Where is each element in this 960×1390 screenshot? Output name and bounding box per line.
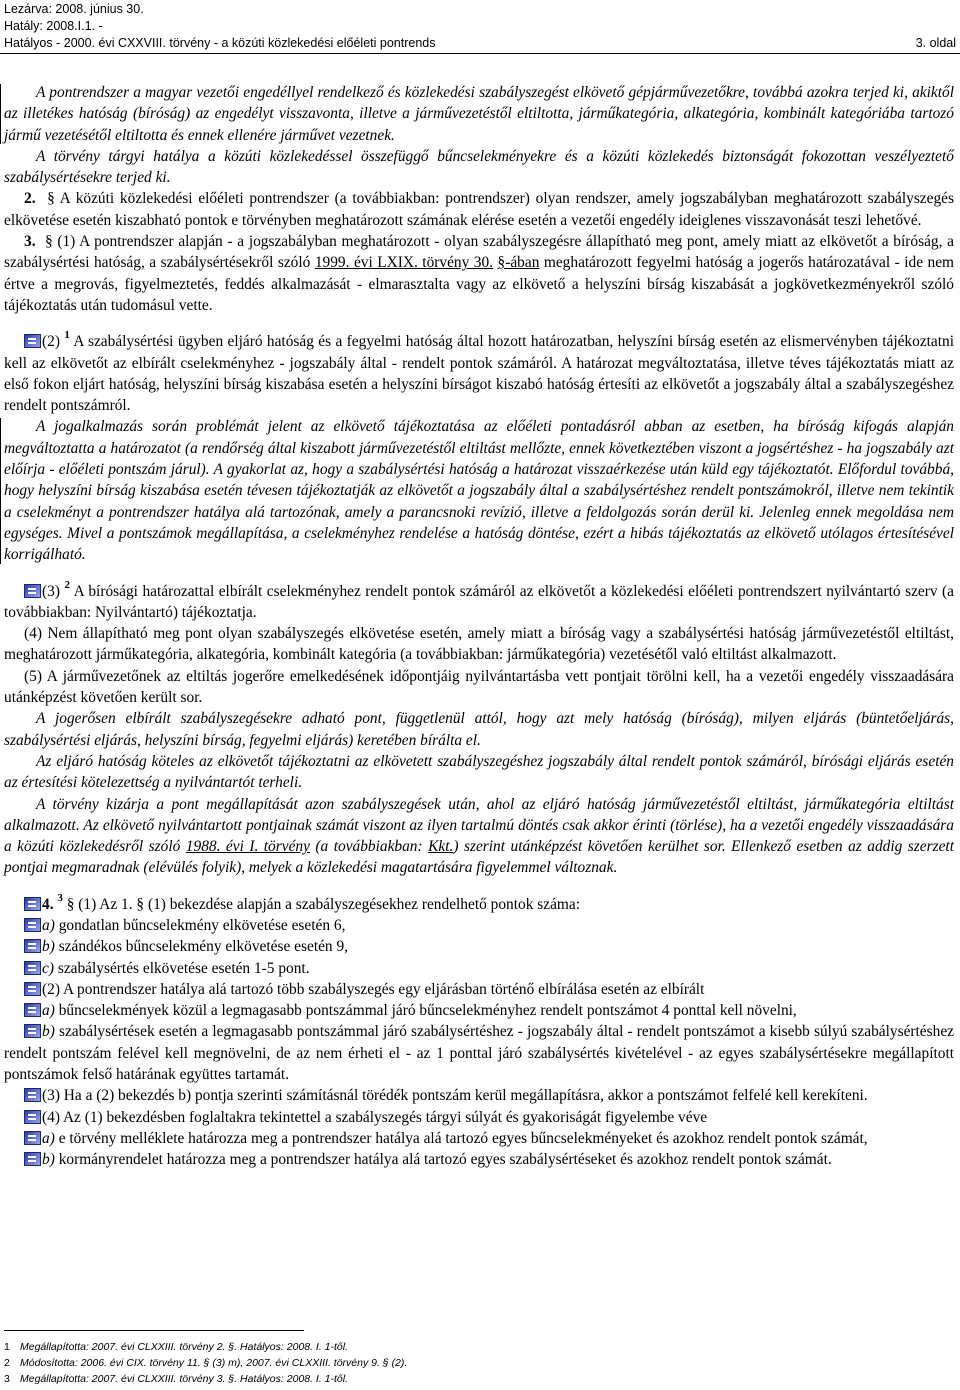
amendment-icon[interactable] [24,1131,41,1145]
amendment-icon[interactable] [24,961,41,975]
section-text: meghatározott fegyelmi hatóság a jogerős határozatával - ide nem értve a megrovás, figyelmeztetés, feddés alkalmazását - elmarasztalta vagy az elkövető a helyszíni bírság kiszabását a jogkövetkezményekről szóló tájékoztatás után tudomásul vette. [4,254,954,314]
commentary-note: A jogalkalmazás során problémát jelent az elkövető tájékoztatása az előéleti pontadásról abban az esetben, ha bíróság kifogás alapján megváltoztatta a határozatot (a rendőrség által kiszabott járművezetéstől eltiltást mellőzte, ennek következtében viszont a jogsértéshez - ha jogszabály azt előírja - előéleti pontszám járul). A gyakorlat az, hogy a szabálysértési hatóság a határozat visszaérkezése után küld egy tájékoztatót. Előfordul továbbá, hogy helyszíni bírság kiszabása esetén tévesen tájékoztatják az elkövetőt a jogszabály által a szabálysértéshez rendelt pontszámokról, illetve nem tekintik a cselekményt a pontrendszer hatálya alá tartozónak, amely a parancsnoki revízió, illetve a feldolgozás során derül ki. Jelenleg ennek megoldása nem egységes. Mivel a pontszámok megállapítása, a cselekményhez rendelése a hatóság döntése, ezért a hibás tájékoztatás az elkövető utólagos értesítésével korrigálható. [4,416,954,565]
header-closed-date: Lezárva: 2008. június 30. [4,2,144,16]
amendment-icon[interactable] [24,897,41,911]
commentary-note: Az eljáró hatóság köteles az elkövetőt tájékoztatni az elkövetett szabályszegéshez jogszabály által rendelt pontok számáról, bírósági eljárás esetén az értesítési kötelezettség a nyilvántartót terheli. [4,752,954,792]
law-link[interactable]: 1999. évi LXIX. törvény 30. [314,254,494,272]
paragraph-4-3: (3) Ha a (2) bekezdés b) pontja szerinti számításnál törédék pontszám kerül megállapításra, akkor a pontszámot felfelé kell kerekíteni. [4,1085,954,1106]
list-item-b: b) kormányrendelet határozza meg a pontrendszer hatálya alá tartozó egyes szabálysértéseket és azokhoz rendelt pontok számát. [4,1149,954,1170]
paragraph-label: (2) [42,333,60,351]
paragraph-5: (5) A járművezetőnek az eltiltás jogerőre emelkedésének időpontjáig nyilvántartásba vett pontjait törölni kell, ha a vezetői engedély visszaadására utánképzést követően került sor. [4,667,954,707]
section-4: 4. $^3$ § (1) Az 1. § (1) bekezdése alapján a szabályszegésekhez rendelhető pontok száma: [4,888,954,915]
header-divider [0,53,960,54]
paragraph-3 [4,575,954,624]
document-body [4,82,954,1171]
section-text: (1) A pontrendszer alapján - a jogszabályban meghatározott - olyan szabályszegésre állapítható meg pont, amely miatt az elkövetőt a bíróság, a szabálysértési hatóság, a szabálysértésekről szóló [4,233,954,272]
amendment-icon[interactable] [24,918,41,932]
paragraph-4-4: (4) Az (1) bekezdésben foglaltakra tekintettel a szabályszegés tárgyi súlyát és gyakoriságát figyelembe véve [4,1107,954,1128]
section-number: 4. [42,895,54,913]
law-link[interactable]: Kkt. [428,838,454,856]
paragraph-text: A bírósági határozattal elbírált cselekményhez rendelt pontok számáról az elkövetőt a közlekedési előéleti pontrendszert nyilvántartó szerv (a továbbiakban: Nyilvántartó) tájékoztatja. [4,582,955,621]
footnote-ref[interactable]: 1 [64,329,70,342]
section-number: 3. [24,233,36,251]
section-text: (1) Az 1. § (1) bekezdése alapján a szabályszegésekhez rendelhető pontok száma: [78,895,580,913]
paragraph-4-2: (2) A pontrendszer hatálya alá tartozó több szabályszegés egy eljárásban történő elbírálása esetén az elbírált [4,979,954,1000]
section-text: A közúti közlekedési előéleti pontrendszer (a továbbiakban: pontrendszer) olyan rendszer, amely jogszabályban meghatározott szabályszegés elkövetése esetén kiszabható pontok e törvényben meghatározott számának elérése esetén a vezetői engedély ideiglenes visszavonását teszi lehetővé. [4,190,954,229]
amendment-icon[interactable] [24,334,41,348]
amendment-icon[interactable] [24,939,41,953]
list-item-c: c) szabálysértés elkövetése esetén 1-5 pont. [4,958,954,979]
commentary-note: A pontrendszer a magyar vezetői engedéllyel rendelkező és közlekedési szabályszegést elkövető gépjárművezetőkre, továbbá azokra terjed ki, akiktől az illetékes hatóság (bíróság) az engedélyt visszavonta, illetve a járművezetéstől eltiltotta, járműkategória, alkategória, kombinált kategóriába tartozó jármű vezetésétől eltiltotta és ennek ellenére járművet vezetnek. [4,82,954,146]
amendment-icon[interactable] [24,1152,41,1166]
footnote-ref[interactable]: 3 [57,891,63,904]
header-title: Hatályos - 2000. évi CXXVIII. törvény - a közúti közlekedési előéleti pontrends [4,36,436,50]
amendment-icon[interactable] [24,1024,41,1038]
list-item-a: a) bűncselekmények közül a legmagasabb pontszámmal járó bűncselekményhez rendelt pontszámot 4 ponttal kell növelni, [4,1000,954,1021]
amendment-icon[interactable] [24,982,41,996]
list-item-a: a) e törvény melléklete határozza meg a pontrendszer hatálya alá tartozó egyes bűncselekményeket és azokhoz rendelt pontok számát, [4,1128,954,1149]
footnote: 2 Módosította: 2006. évi CIX. törvény 11. § (3) m), 2007. évi CLXXIII. törvény 9. § (2). [4,1357,408,1369]
footnote-ref[interactable]: 2 [64,578,70,591]
list-item-b: b) szándékos bűncselekmény elkövetése esetén 9, [4,936,954,957]
paragraph-text: A szabálysértési ügyben eljáró hatóság és a fegyelmi hatóság által hozott határozatban, helyszíni bírság esetén az elismervényben tájékoztatni kell az elkövetőt az elbírált cselekményhez - jogszabály által - rendelt pontok számáról. A határozat megváltoztatása, illetve téves tájékoztatás miatt az első fokon eljárt hatóság, helyszíni bírság kiszabása esetén a helyszíni bírságot kiszabó hatóság értesíti az elkövetőt a jogszabály által a szabályszegéshez rendelt pontszámról. [4,333,955,415]
amendment-icon[interactable] [24,1003,41,1017]
list-item-b: b) szabálysértések esetén a legmagasabb pontszámmal járó szabálysértéshez - jogszabály által - rendelt pontszámot a kisebb súlyú szabálysértéshez rendelt pontszám felével kell megnövelni, de az nem érheti el - az 1 ponttal járó szabálysértés kivételével - az egyes szabálysértésekre megállapított pontszámok felső határának együttes tartamát. [4,1023,954,1084]
footnote: 1 Megállapította: 2007. évi CLXXIII. törvény 2. §. Hatályos: 2008. I. 1-től. [4,1341,349,1353]
header-effective: Hatály: 2008.I.1. - [4,19,103,33]
footnote: 3 Megállapította: 2007. évi CLXXIII. törvény 3. §. Hatályos: 2008. I. 1-től. [4,1373,349,1385]
amendment-icon[interactable] [24,584,41,598]
page-number: 3. oldal [915,36,956,50]
law-link[interactable]: 1988. évi I. törvény [185,838,310,856]
commentary-note: A törvény kizárja a pont megállapítását azon szabályszegések után, ahol az eljáró hatóság járművezetéstől eltiltást, járműkategória eltiltást alkalmazott. Az elkövető nyilvántartott pontjainak számát viszont az ilyen tartalmú döntés csak akkor érinti (törlése), ha a vezetői engedély visszaadására a közúti közlekedésről szóló 1988. évi I. törvény (a továbbiakban: Kkt.) szerint utánképzést követően kerülhet sor. Ellenkező esetben az addig szerzett pontjai megmaradnak (elévülés folyik), melyek a közlekedési magatartására figyelemmel változnak. [4,795,954,877]
section-3: 3. § (1) A pontrendszer alapján - a jogszabályban meghatározott - olyan szabályszegésre állapítható meg pont, amely miatt az elkövetőt a bíróság, a szabálysértési hatóság, a szabálysértésekről szóló 1999. évi LXIX. törvény 30. §-ában meghatározott fegyelmi hatóság a jogerős határozatával - ide nem értve a megrovás, figyelmeztetés, feddés alkalmazását - elmarasztalta vagy az elkövető a helyszíni bírság kiszabását a jogkövetkezményekről szóló tájékoztatás után tudomásul vette. [4,233,954,314]
commentary-note: A jogerősen elbírált szabályszegésekre adható pont, függetlenül attól, hogy azt mely hatóság (bíróság), milyen eljárás (büntetőeljárás, szabálysértési eljárás, helyszíni bírság, fegyelmi eljárás) keretében bírálta el. [4,710,954,749]
paragraph-4: (4) Nem állapítható meg pont olyan szabályszegés elkövetése esetén, amely miatt a bíróság vagy a szabálysértési hatóság járművezetéstől eltiltást, meghatározott járműkategória, alkategória, kombinált kategória (a továbbiakban: járműkategória) vezetésétől való eltiltást alkalmazott. [4,625,954,664]
footnote-divider [4,1330,304,1331]
law-link[interactable]: §-ában [497,254,540,272]
paragraph-2 [4,325,954,416]
section-2: 2. § A közúti közlekedési előéleti pontrendszer (a továbbiakban: pontrendszer) olyan rendszer, amely jogszabályban meghatározott szabályszegés elkövetése esetén kiszabható pontok e törvényben meghatározott számának elérése esetén a vezetői engedély ideiglenes visszavonását teszi lehetővé. [4,190,954,229]
paragraph-label: (3) [42,582,60,600]
section-number: 2. [24,190,36,208]
commentary-note: A törvény tárgyi hatálya a közúti közlekedéssel összefüggő bűncselekményekre és a közúti közlekedés biztonságát fokozottan veszélyeztető szabálysértésekre terjed ki. [4,147,954,187]
amendment-icon[interactable] [24,1110,41,1124]
list-item-a: a) gondatlan bűncselekmény elkövetése esetén 6, [4,915,954,936]
amendment-icon[interactable] [24,1088,41,1102]
